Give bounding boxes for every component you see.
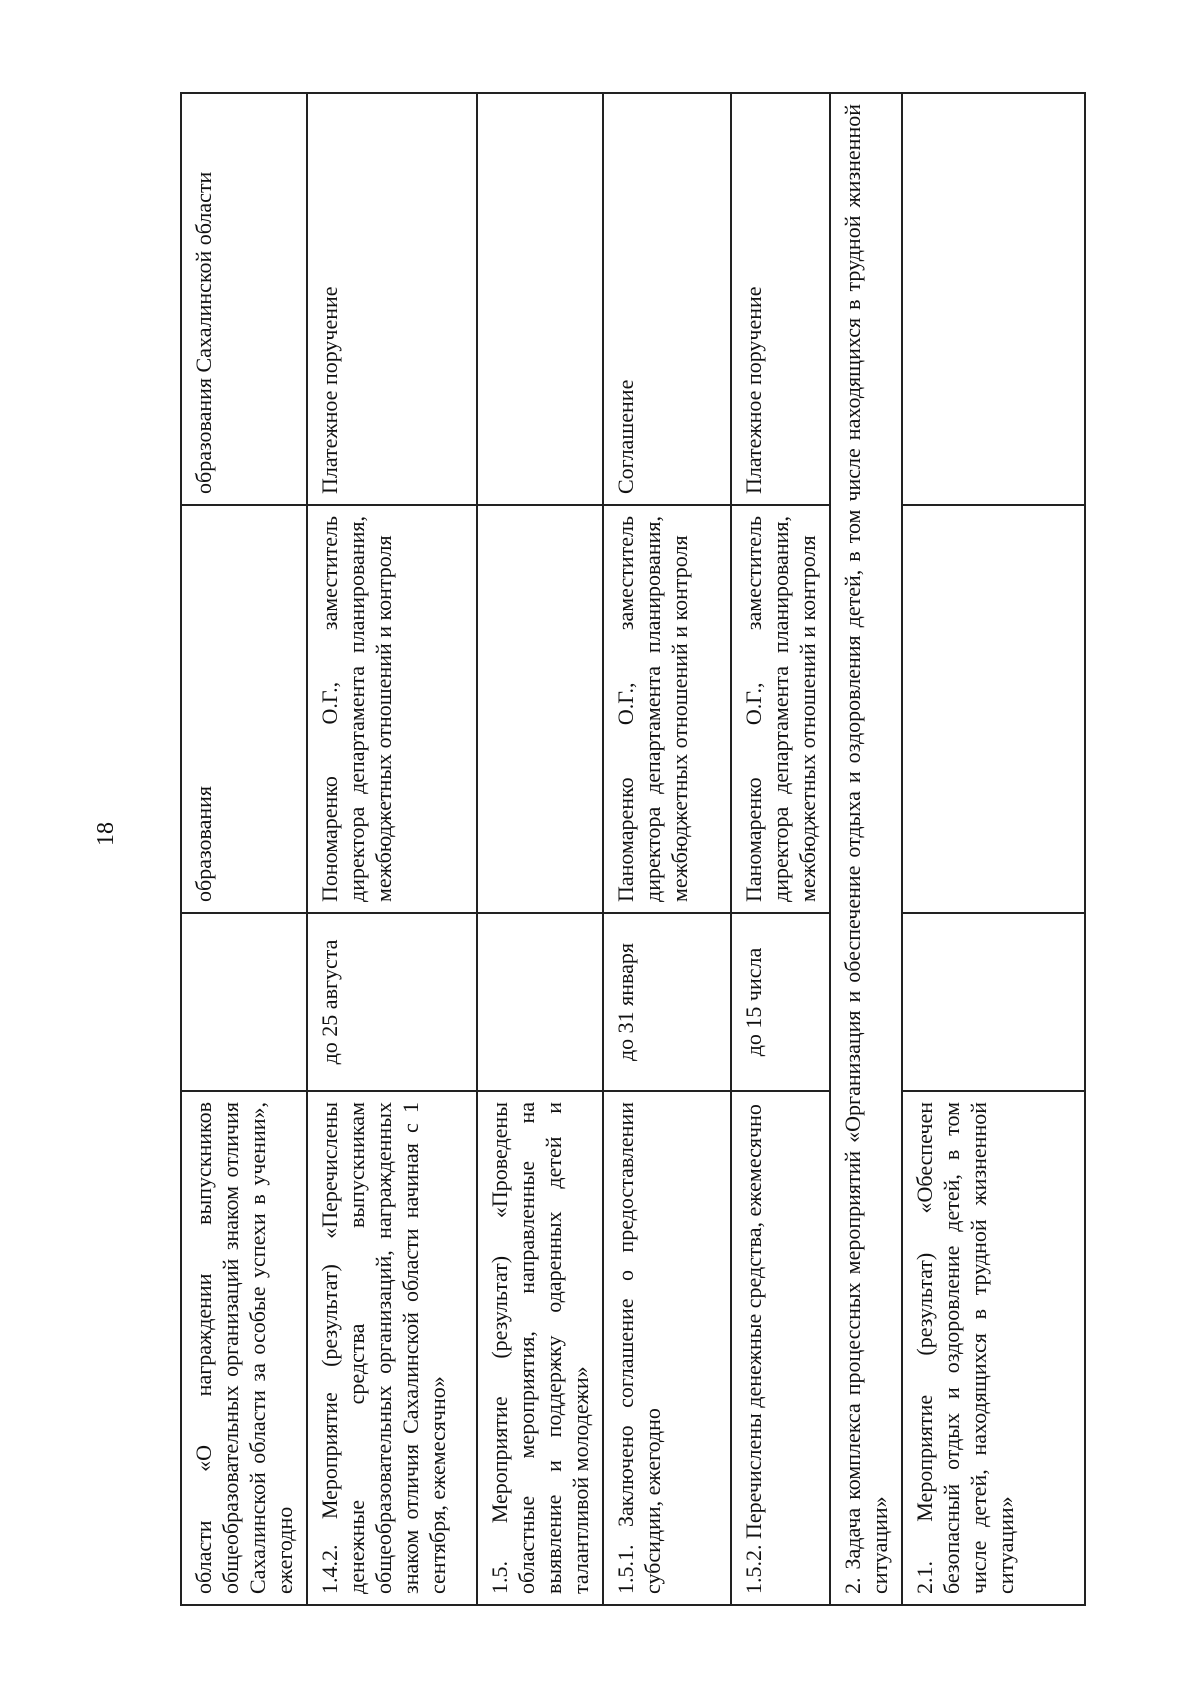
date-cell bbox=[902, 913, 1085, 1091]
responsible-cell bbox=[902, 505, 1085, 913]
activity-cell: 1.5. Мероприятие (результат) «Проведены областные мероприятия, направленные на выявление и поддержку одаренных детей и талантливой молодежи» bbox=[477, 1091, 603, 1605]
rotated-table-container bbox=[180, 94, 1086, 1606]
date-cell bbox=[477, 913, 603, 1091]
activity-cell: 1.5.1. Заключено соглашение о предоставлении субсидии, ежегодно bbox=[603, 1091, 731, 1605]
table-row bbox=[902, 93, 1085, 1605]
date-cell: до 31 января bbox=[603, 913, 731, 1091]
activity-cell: области «О награждении выпускников общеобразовательных организаций знаком отличия Сахалинской области за особые успехи в учении», ежегодно bbox=[181, 1091, 307, 1605]
document-cell: образования Сахалинской области bbox=[181, 93, 307, 505]
table-row bbox=[603, 93, 731, 1605]
table-row bbox=[477, 93, 603, 1605]
activity-cell: 1.4.2. Мероприятие (результат) «Перечислены денежные средства выпускникам общеобразовательных организаций, награжденных знаком отличия Сахалинской области начиная с 1 сентября, ежемесячно» bbox=[307, 1091, 477, 1605]
responsible-cell: образования bbox=[181, 505, 307, 913]
task-cell: 2. Задача комплекса процессных мероприятий «Организация и обеспечение отдыха и оздоровления детей, в том числе находящихся в трудной жизненной ситуации» bbox=[830, 93, 902, 1605]
responsible-cell bbox=[477, 505, 603, 913]
document-cell bbox=[477, 93, 603, 505]
document-cell: Платежное поручение bbox=[731, 93, 830, 505]
page-number: 18 bbox=[93, 822, 119, 846]
date-cell: до 25 августа bbox=[307, 913, 477, 1091]
responsible-cell: Пономаренко О.Г., заместитель директора департамента планирования, межбюджетных отношений и контроля bbox=[307, 505, 477, 913]
responsible-cell: Паномаренко О.Г., заместитель директора департамента планирования, межбюджетных отношений и контроля bbox=[731, 505, 830, 913]
plan-table bbox=[180, 92, 1086, 1606]
task-row bbox=[830, 93, 902, 1605]
table-row bbox=[731, 93, 830, 1605]
activity-cell: 1.5.2. Перечислены денежные средства, ежемесячно bbox=[731, 1091, 830, 1605]
activity-cell: 2.1. Мероприятие (результат) «Обеспечен безопасный отдых и оздоровление детей, в том числе детей, находящихся в трудной жизненной ситуации» bbox=[902, 1091, 1085, 1605]
document-cell: Соглашение bbox=[603, 93, 731, 505]
document-cell: Платежное поручение bbox=[307, 93, 477, 505]
responsible-cell: Паномаренко О.Г., заместитель директора департамента планирования, межбюджетных отношений и контроля bbox=[603, 505, 731, 913]
table-row bbox=[181, 93, 307, 1605]
document-cell bbox=[902, 93, 1085, 505]
date-cell: до 15 числа bbox=[731, 913, 830, 1091]
table-row bbox=[307, 93, 477, 1605]
date-cell bbox=[181, 913, 307, 1091]
